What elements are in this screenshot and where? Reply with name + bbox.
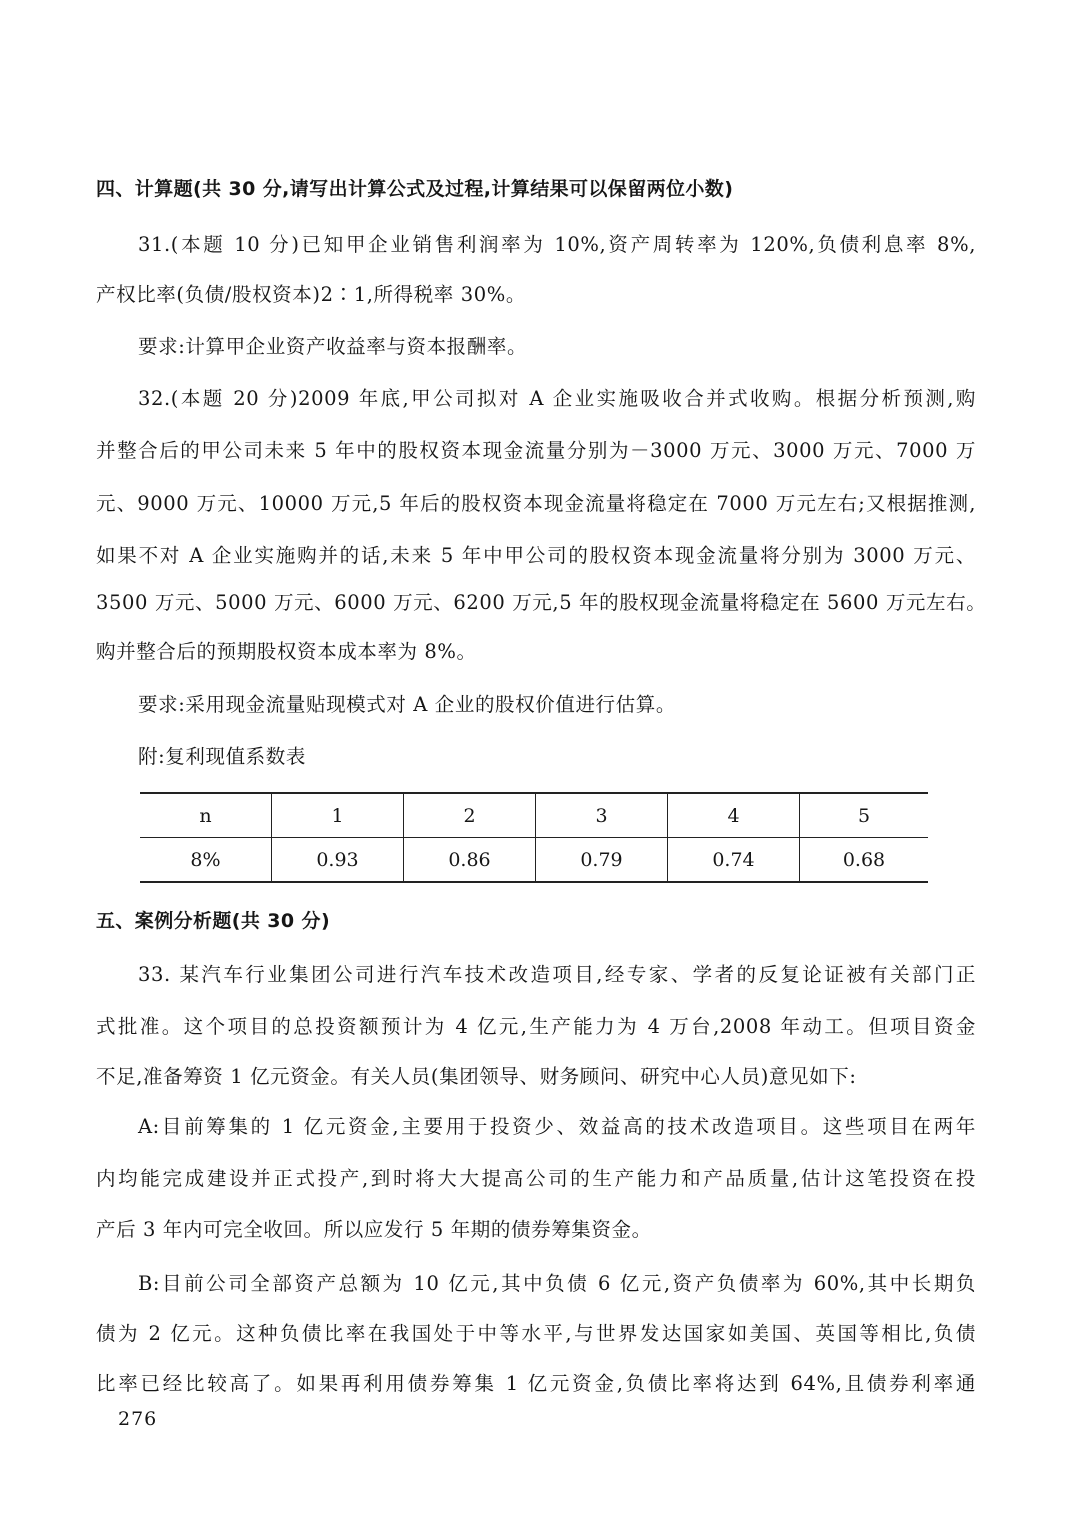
q31-requirement: 要求:计算甲企业资产收益率与资本报酬率。 <box>138 335 528 358</box>
q32-line-1: 32.(本题 20 分)2009 年底,甲公司拟对 A 企业实施吸收合并式收购。根据分析预测,购 <box>138 387 976 410</box>
q31-line-2: 产权比率(负债/股权资本)2∶1,所得税率 30%。 <box>96 283 526 306</box>
table-cell: 0.74 <box>668 838 800 883</box>
page-number: 276 <box>118 1408 158 1430</box>
section-4-heading: 四、计算题(共 30 分,请写出计算公式及过程,计算结果可以保留两位小数) <box>96 178 734 200</box>
table-cell: n <box>140 793 272 838</box>
opinion-a-line-2: 内均能完成建设并正式投产,到时将大大提高公司的生产能力和产品质量,估计这笔投资在投 <box>96 1167 976 1190</box>
q32-line-6: 购并整合后的预期股权资本成本率为 8%。 <box>96 640 477 663</box>
opinion-b-line-2: 债为 2 亿元。这种负债比率在我国处于中等水平,与世界发达国家如美国、英国等相比,负债 <box>96 1322 976 1345</box>
q33-line-3: 不足,准备筹资 1 亿元资金。有关人员(集团领导、财务顾问、研究中心人员)意见如下: <box>96 1065 857 1088</box>
opinion-b-line-1: B:目前公司全部资产总额为 10 亿元,其中负债 6 亿元,资产负债率为 60%,其中长期负 <box>138 1272 976 1295</box>
table-cell: 2 <box>404 793 536 838</box>
table-cell: 0.86 <box>404 838 536 883</box>
table-cell: 5 <box>800 793 929 838</box>
q31-line-1: 31.(本题 10 分)已知甲企业销售利润率为 10%,资产周转率为 120%,负债利息率 8%, <box>138 233 976 256</box>
opinion-a-line-1: A:目前筹集的 1 亿元资金,主要用于投资少、效益高的技术改造项目。这些项目在两年 <box>138 1115 976 1138</box>
q32-line-3: 元、9000 万元、10000 万元,5 年后的股权资本现金流量将稳定在 7000 万元左右;又根据推测, <box>96 492 976 515</box>
q32-line-5: 3500 万元、5000 万元、6000 万元、6200 万元,5 年的股权现金流量将稳定在 5600 万元左右。 <box>96 591 987 614</box>
opinion-b-line-3: 比率已经比较高了。如果再利用债券筹集 1 亿元资金,负债比率将达到 64%,且债券利率通 <box>96 1372 976 1395</box>
q32-requirement: 要求:采用现金流量贴现模式对 A 企业的股权价值进行估算。 <box>138 693 676 716</box>
q33-line-2: 式批准。这个项目的总投资额预计为 4 亿元,生产能力为 4 万台,2008 年动工。但项目资金 <box>96 1015 976 1038</box>
table-row <box>140 838 928 883</box>
table-cell: 4 <box>668 793 800 838</box>
present-value-table <box>140 792 928 883</box>
q32-line-4: 如果不对 A 企业实施购并的话,未来 5 年中甲公司的股权资本现金流量将分别为 3000 万元、 <box>96 544 976 567</box>
table-cell: 3 <box>536 793 668 838</box>
table-cell: 0.68 <box>800 838 929 883</box>
table-header-row <box>140 793 928 838</box>
table-cell: 1 <box>272 793 404 838</box>
table-cell: 8% <box>140 838 272 883</box>
opinion-a-line-3: 产后 3 年内可完全收回。所以应发行 5 年期的债券筹集资金。 <box>96 1218 652 1241</box>
table-cell: 0.79 <box>536 838 668 883</box>
table-cell: 0.93 <box>272 838 404 883</box>
q33-line-1: 33. 某汽车行业集团公司进行汽车技术改造项目,经专家、学者的反复论证被有关部门正 <box>138 963 976 986</box>
q32-line-2: 并整合后的甲公司未来 5 年中的股权资本现金流量分别为－3000 万元、3000 万元、7000 万 <box>96 439 976 462</box>
section-5-heading: 五、案例分析题(共 30 分) <box>96 910 331 932</box>
q32-appendix-title: 附:复利现值系数表 <box>138 745 306 768</box>
